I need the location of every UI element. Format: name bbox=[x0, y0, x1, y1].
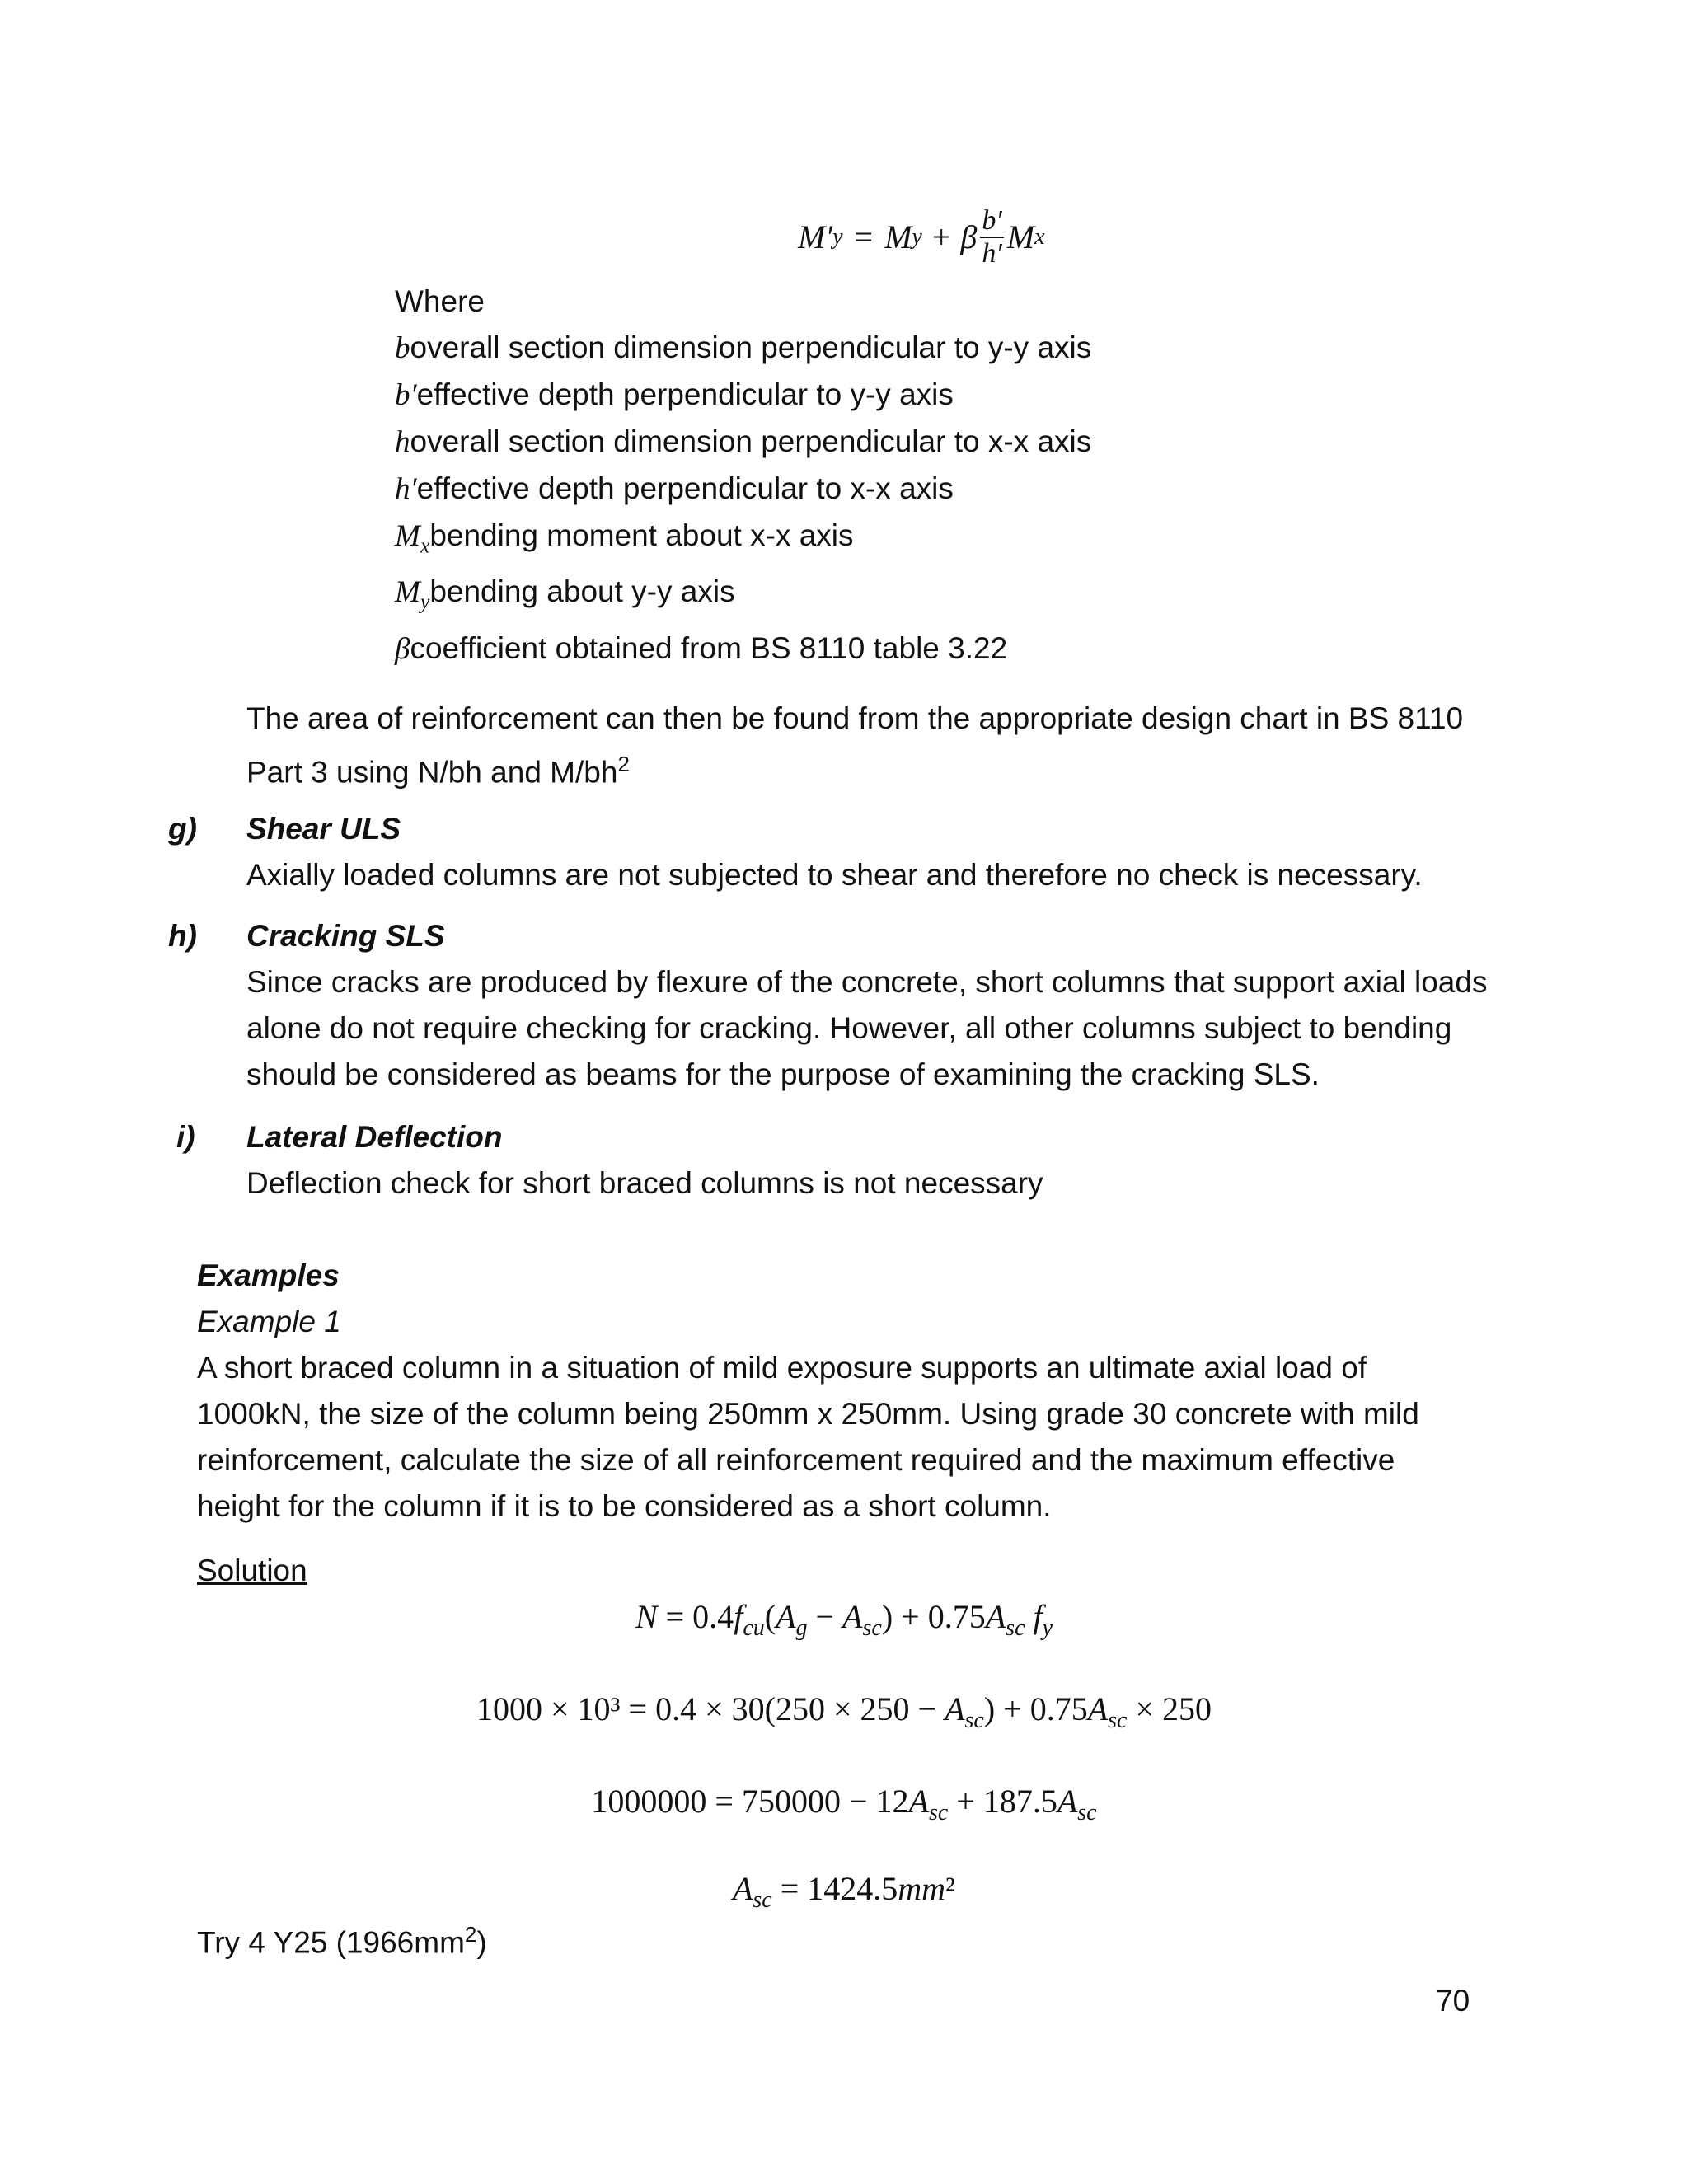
equation-2-text: $1000 \times 10^3 = 0.4 \times 30(250 \times 250 - A_{sc}) + 0.75A_{sc} \times 250$ bbox=[476, 1690, 1212, 1733]
moment-equation: M′ y = M y + β $\frac{b'}{h'}$ M x bbox=[798, 205, 1045, 269]
definition-item: b′effective depth perpendicular to y-y axis bbox=[395, 377, 954, 412]
equation-3-text: $1000000 = 750000 - 12A_{sc} + 187.5A_{sc}$ bbox=[591, 1783, 1097, 1825]
definition-item: boverall section dimension perpendicular to y-y axis bbox=[395, 330, 1092, 365]
equation-3 bbox=[0, 1779, 1688, 1836]
section-marker: i) bbox=[176, 1120, 195, 1154]
equation-4-text: $A_{sc} = 1424.5mm^2$ bbox=[732, 1870, 956, 1913]
solution-label: Solution bbox=[197, 1554, 307, 1587]
section-marker: h) bbox=[168, 919, 197, 953]
section-marker: g) bbox=[168, 812, 197, 846]
b-over-h-fraction: $\frac{b'}{h'}$ bbox=[982, 205, 1002, 269]
try-reinforcement-text: Try 4 Y25 $(1966mm^2)$ bbox=[197, 1924, 487, 1960]
page-number: 70 bbox=[1436, 1984, 1470, 2018]
equation-2 bbox=[0, 1686, 1688, 1744]
definition-item: $M_xbending$ moment about x-x axis bbox=[395, 518, 854, 558]
definitions-list bbox=[395, 325, 1091, 673]
example-subheading: Example 1 bbox=[197, 1305, 341, 1338]
area-paragraph: The area of reinforcement can then be found from the appropriate design chart in BS 8110 Part 3 using N/bh and $M/bh^2$ bbox=[246, 701, 1464, 790]
section-body: Since cracks are produced by flexure of the concrete, short columns that support axial loads alone do not require checking for cracking. However, all other columns subject to bending should be considered as beams for the purpose of examining the cracking SLS. bbox=[246, 965, 1488, 1091]
definition-item: $M_ybending$ about y-y axis bbox=[395, 574, 735, 614]
section-title: Cracking SLS bbox=[246, 919, 445, 953]
section-title: Shear ULS bbox=[246, 812, 401, 846]
equation-1 bbox=[0, 1594, 1688, 1652]
example-text: A short braced column in a situation of mild exposure supports an ultimate axial load of 1000kN, the size of the column being 250mm x 250mm. Using grade 30 concrete with mild reinforcement, calculate the size of all reinforcement required and the maximum effective height for the column if it is to be considered as a short column. bbox=[197, 1351, 1419, 1523]
definition-item: hoverall section dimension perpendicular to x-x axis bbox=[395, 424, 1092, 459]
where-label: Where bbox=[395, 284, 485, 318]
definition-item: βcoefficient obtained from BS 8110 table 3.22 bbox=[395, 630, 1008, 666]
examples-heading: Examples bbox=[197, 1258, 340, 1292]
section-body: Axially loaded columns are not subjected to shear and therefore no check is necessary. bbox=[246, 858, 1423, 892]
section-title: Lateral Deflection bbox=[246, 1120, 503, 1154]
equation-1-text: $N = 0.4f_{cu}(A_g - A_{sc}) + 0.75A_{sc}$ $f_y$ bbox=[635, 1598, 1053, 1641]
section-body: Deflection check for short braced columns is not necessary bbox=[246, 1166, 1043, 1200]
definition-item: h′effective depth perpendicular to x-x axis bbox=[395, 471, 954, 506]
